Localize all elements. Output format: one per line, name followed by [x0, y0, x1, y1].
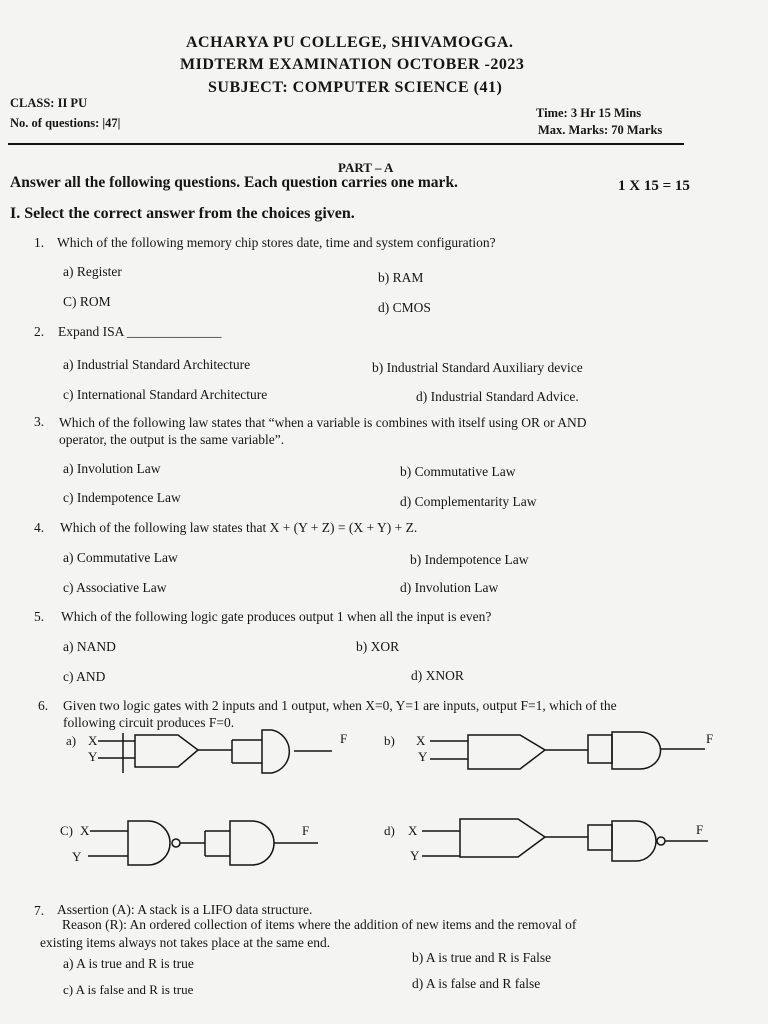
college-name: ACHARYA PU COLLEGE, SHIVAMOGGA. [186, 34, 514, 51]
option-b: b) Indempotence Law [410, 552, 529, 567]
option-d: d) A is false and R false [412, 976, 541, 991]
question-text-continued: following circuit produces F=0. [63, 715, 235, 730]
circuit-a-label: a) [66, 733, 77, 748]
option-c: c) AND [63, 669, 106, 684]
option-a: a) NAND [63, 639, 116, 654]
input-x-label: X [408, 823, 418, 838]
circuit-c-label: C) [60, 823, 73, 838]
output-f-label: F [696, 822, 704, 837]
option-a: a) A is true and R is true [63, 956, 194, 971]
option-d: d) CMOS [378, 300, 431, 315]
subject-title: SUBJECT: COMPUTER SCIENCE (41) [208, 79, 503, 96]
circuit-d-label: d) [384, 823, 395, 838]
circuit-d [422, 819, 708, 861]
option-d: d) Complementarity Law [400, 494, 537, 509]
option-b: b) A is true and R is False [412, 950, 552, 965]
option-a: a) Involution Law [63, 461, 161, 476]
output-f-label: F [302, 823, 310, 838]
input-y-label: Y [418, 749, 428, 764]
question-text: Expand ISA ______________ [58, 324, 222, 339]
question-text-continued: operator, the output is the same variable”. [59, 432, 285, 447]
option-c: c) Indempotence Law [63, 490, 181, 505]
circuit-a [98, 730, 332, 773]
option-c: C) ROM [63, 294, 111, 309]
option-b: b) Commutative Law [400, 464, 516, 479]
option-d: d) Involution Law [400, 580, 499, 595]
option-b: b) XOR [356, 639, 400, 654]
exam-title: MIDTERM EXAMINATION OCTOBER -2023 [180, 56, 525, 73]
option-b: b) RAM [378, 270, 424, 285]
input-x-label: X [416, 733, 426, 748]
input-x-label: X [88, 733, 98, 748]
logic-circuit-diagrams [0, 725, 768, 875]
option-c: c) A is false and R is true [63, 982, 194, 997]
header-divider [8, 143, 684, 145]
part-marks: 1 X 15 = 15 [618, 178, 690, 194]
question-number: 1. [34, 235, 45, 250]
input-y-label: Y [72, 849, 82, 864]
question-text: Which of the following law states that “when a variable is combines with itself using OR or AND [59, 415, 587, 430]
max-marks-label: Max. Marks: 70 Marks [538, 123, 663, 137]
circuit-b [430, 732, 705, 769]
option-d: d) XNOR [411, 668, 464, 683]
input-x-label: X [80, 823, 90, 838]
input-y-label: Y [410, 848, 420, 863]
circuit-b-label: b) [384, 733, 395, 748]
question-text: Which of the following logic gate produces output 1 when all the input is even? [61, 609, 492, 624]
option-d: d) Industrial Standard Advice. [416, 389, 579, 404]
question-number: 5. [34, 609, 45, 624]
question-number: 4. [34, 520, 45, 535]
section-heading: I. Select the correct answer from the choices given. [10, 205, 355, 222]
question-text: Given two logic gates with 2 inputs and 1 output, when X=0, Y=1 are inputs, output F=1, which of the [63, 698, 617, 713]
part-title: PART – A [338, 160, 394, 175]
part-instruction: Answer all the following questions. Each question carries one mark. [10, 174, 458, 191]
input-y-label: Y [88, 749, 98, 764]
option-b: b) Industrial Standard Auxiliary device [372, 360, 583, 375]
time-label: Time: 3 Hr 15 Mins [536, 106, 642, 120]
question-text: Assertion (A): A stack is a LIFO data structure. [57, 902, 313, 917]
output-f-label: F [340, 731, 348, 746]
question-number: 6. [38, 698, 49, 713]
circuit-c [88, 821, 318, 865]
option-c: c) Associative Law [63, 580, 167, 595]
question-number: 2. [34, 324, 45, 339]
question-text-continued: existing items always not takes place at the same end. [40, 935, 331, 950]
question-number: 7. [34, 903, 45, 918]
question-text-continued: Reason (R): An ordered collection of items where the addition of new items and the removal of [62, 917, 577, 932]
option-a: a) Commutative Law [63, 550, 178, 565]
question-number: 3. [34, 414, 45, 429]
output-f-label: F [706, 731, 714, 746]
option-c: c) International Standard Architecture [63, 387, 268, 402]
class-label: CLASS: II PU [10, 96, 88, 110]
option-a: a) Industrial Standard Architecture [63, 357, 251, 372]
num-questions-label: No. of questions: |47| [10, 116, 121, 130]
question-text: Which of the following law states that X + (Y + Z) = (X + Y) + Z. [60, 520, 418, 535]
question-text: Which of the following memory chip stores date, time and system configuration? [57, 235, 496, 250]
option-a: a) Register [63, 264, 122, 279]
